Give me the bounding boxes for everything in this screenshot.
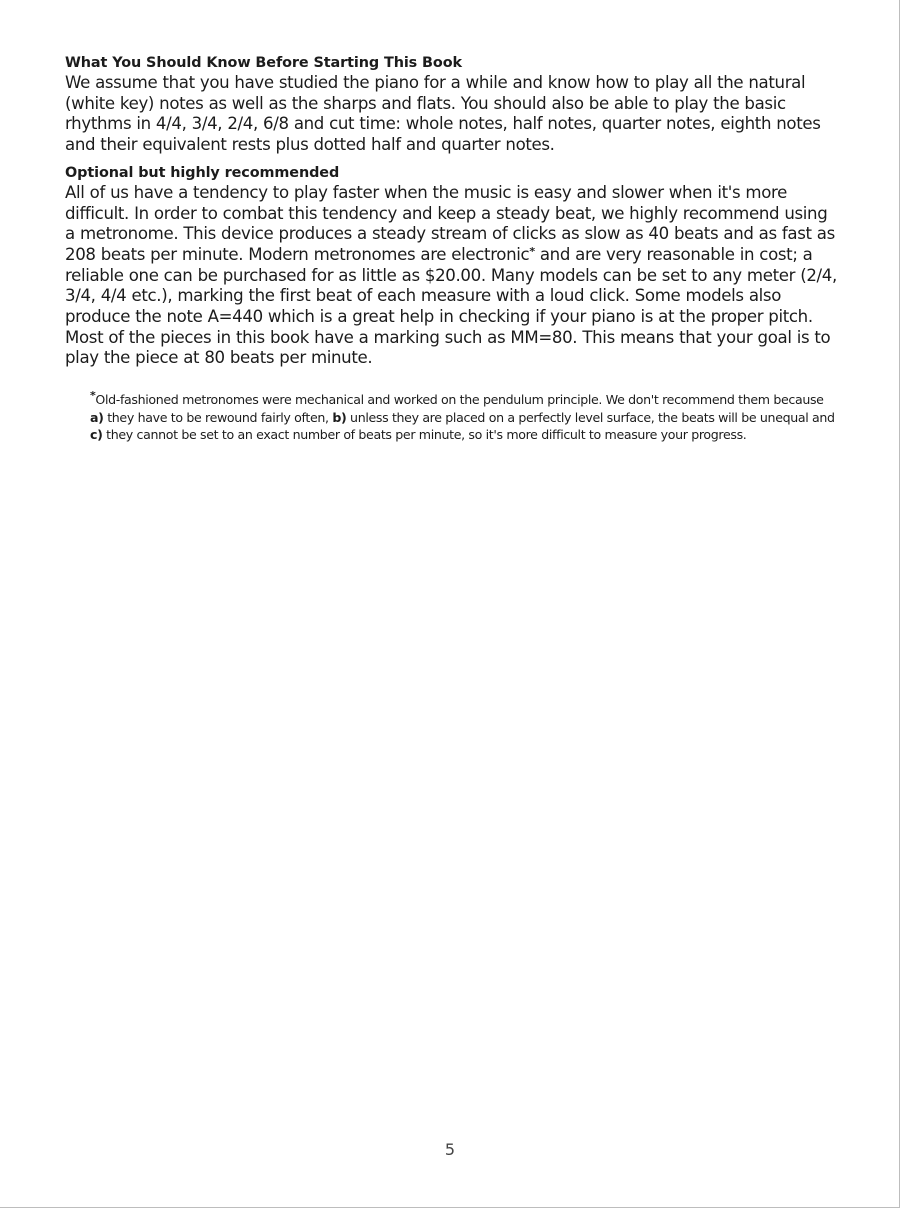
footnote-label-a: a) [90, 409, 104, 425]
footnote-reference-mark: * [529, 244, 535, 258]
footnote-label-b: b) [332, 409, 347, 425]
section-heading: What You Should Know Before Starting This Book [65, 55, 462, 71]
footnote-mark: * [90, 389, 96, 403]
body-text-part: All of us have a tendency to play faster when the music is easy and slower when it's more difficult. In order to combat this tendency and keep a steady beat, we highly recommend using a metronome. This device produces a steady stream of clicks as slow as 40 beats and as fast as 208 beats per minute. Modern metronomes are electronic [65, 182, 835, 264]
section-body: We assume that you have studied the piano for a while and know how to play all the natural (white key) notes as well as the sharps and flats. You should also be able to play the basic rhythms in 4/4, 3/4, 2/4, 6/8 and cut time: whole notes, half notes, quarter notes, eighth notes and their equivalent rests plus dotted half and quarter notes. [65, 73, 821, 155]
section-heading: Optional but highly recommended [65, 164, 340, 181]
page-number: 5 [444, 1140, 456, 1159]
footnote-text-part: they cannot be set to an exact number of beats per minute, so it's more difficult to measure your progress. [102, 427, 747, 443]
section-metronome [65, 164, 837, 369]
body-text-part: and are very reasonable in cost; a reliable one can be purchased for as little as $20.00. Many models can be set to any meter (2/4, 3/4, 4/4 etc.), marking the first beat of each measure with a loud click. Some models also produce the note A=440 which is a great help in checking if your piano is at the proper pitch. Most of the pieces in this book have a marking such as MM=80. This means that your goal is to play the piece at 80 beats per minute. [65, 244, 837, 368]
footnote-text-part: they have to be rewound fairly often, [103, 409, 333, 425]
footnote [90, 391, 838, 444]
section-body [65, 183, 837, 369]
footnote-label-c: c) [90, 427, 103, 443]
page-content [65, 54, 837, 444]
footnote-text-part: unless they are placed on a perfectly level surface, the beats will be unequal and [346, 409, 835, 425]
section-prerequisites [65, 54, 837, 156]
footnote-text-part: Old-fashioned metronomes were mechanical and worked on the pendulum principle. We don't recommend them because [95, 392, 824, 408]
